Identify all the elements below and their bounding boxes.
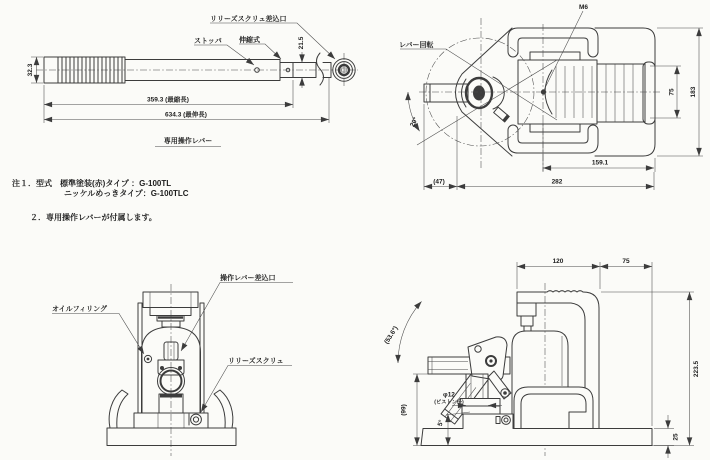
dim-base-height: 25 xyxy=(672,433,680,441)
dim-piston-dia-note: (ピストン径) xyxy=(434,399,464,406)
break-line xyxy=(317,53,324,85)
label-release-screw: リリーズスクリュ xyxy=(228,358,284,365)
ribs-2 xyxy=(606,64,633,122)
side-handle-left xyxy=(109,390,128,428)
label-thread-m6: M6 xyxy=(579,4,589,11)
jack-top-view xyxy=(399,4,703,190)
dim-socket-height: (99) xyxy=(400,404,408,416)
dim-pin-to-end: 159.1 xyxy=(591,159,609,167)
note-1-line-2: ニッケルめっきタイプ：G-100TLC xyxy=(64,189,189,198)
dim-rotation-angle: 20° xyxy=(409,116,420,129)
oil-filling-leader xyxy=(52,314,144,355)
ribs-1 xyxy=(556,66,592,118)
lever-side-view xyxy=(27,14,358,147)
lever-angle-arc xyxy=(398,301,422,363)
release-port-leader xyxy=(210,23,335,59)
dim-piston-dia: φ12 xyxy=(443,391,455,399)
dim-lever-angle: (53.6°) xyxy=(383,325,400,346)
drawing-notes xyxy=(12,178,189,222)
release-screw-front xyxy=(191,414,202,425)
cylinder-top xyxy=(597,64,645,122)
dim-head-width: 120 xyxy=(552,258,564,265)
lever-caption: 専用操作レバー xyxy=(163,138,213,145)
release-screw-leader xyxy=(201,366,292,413)
m6-hole xyxy=(541,89,546,94)
dim-total-height: 223.5 xyxy=(693,360,700,378)
carry-handle-top xyxy=(508,28,598,57)
stopper-leader xyxy=(194,45,254,65)
base-plate-front xyxy=(107,428,236,446)
release-screw-top xyxy=(493,107,510,123)
note-1-line-1: 注１．型式 標準塗装(赤)タイプ ：G-100TL xyxy=(12,179,172,188)
head-serrations xyxy=(547,291,583,292)
label-oil-filling: オイルフィリング xyxy=(52,306,107,313)
carry-handle-bottom xyxy=(508,125,598,153)
label-release-port: リリーズスクリュ差込口 xyxy=(210,16,287,23)
dim-claw-angle: 5° xyxy=(436,419,446,428)
note-2: ２．専用操作レバーが付属します。 xyxy=(30,213,157,222)
dim-saddle-width: 75 xyxy=(668,88,676,96)
dim-extended-length: 634.3 (最伸長) xyxy=(165,111,207,119)
dim-overhang: 75 xyxy=(622,258,630,265)
dim-lever-offset: (47) xyxy=(433,178,445,186)
dim-grip-dia: 32.3 xyxy=(27,63,34,77)
head-cap xyxy=(143,292,198,308)
dim-overall-length: 282 xyxy=(551,178,563,186)
jack-side-view xyxy=(382,258,700,458)
dim-overall-width: 183 xyxy=(690,86,697,98)
label-stopper: ストッパ xyxy=(194,38,222,45)
jack-front-view xyxy=(52,273,293,456)
label-lever-port: 操作レバー差込口 xyxy=(220,275,276,282)
dim-tip-dia: 21.5 xyxy=(298,36,305,50)
dim-retracted-length: 359.3 (最縮長) xyxy=(147,96,189,104)
m6-leader xyxy=(544,11,583,90)
label-telescopic: 伸縮式 xyxy=(239,37,260,44)
label-lever-rotation: レバー回転 xyxy=(399,42,434,49)
side-handle-right xyxy=(214,390,233,428)
telescopic-leader xyxy=(239,44,281,59)
